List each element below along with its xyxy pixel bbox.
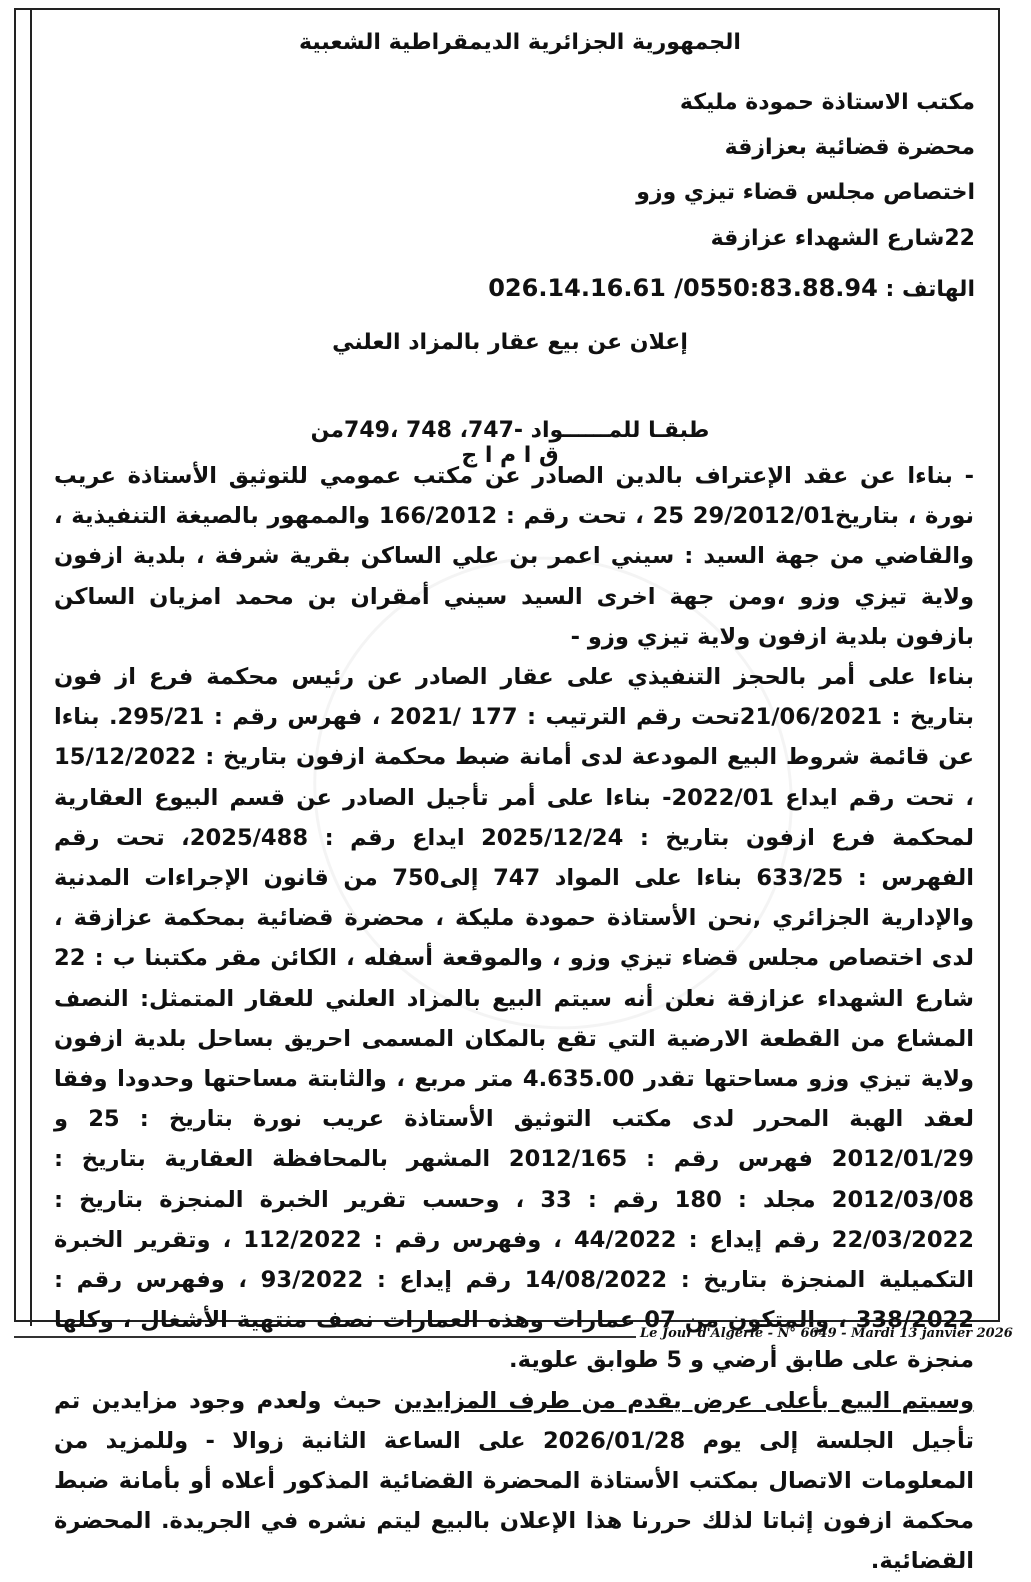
footer-rule <box>14 1336 636 1338</box>
paragraph-debt-acknowledgement: - بناءا عن عقد الإعتراف بالدين الصادر عن مكتب عمومي للتوثيق الأستاذة عريب نورة ، بتاريخ29/2012/01 25 ، تحت رقم : 166/2012 والممهور بالصيغة التنفيذية ، والقاضي من جهة السيد : سيني اعمر بن علي الساكن بقرية شرفة ، بلدية ازفون ولاية تيزي وزو ،ومن جهة اخرى السيد سيني أمقران بن محمد امزيان الساكن بازفون بلدية ازفون ولاية تيزي وزو - <box>54 463 974 650</box>
office-phone <box>488 274 975 302</box>
paragraph-sale-details: بناءا على أمر بالحجز التنفيذي على عقار الصادر عن رئيس محكمة فرع از فون بتاريخ : 21/06/2021تحت رقم الترتيب : 177 /2021 ، فهرس رقم : 295/21. بناءا عن قائمة شروط البيع المودعة لدى أمانة ضبط محكمة ازفون بتاريخ : 15/12/2022 ، تحت رقم ايداع 2022/01- بناءا على أمر تأجيل الصادر عن قسم البيوع العقارية لمحكمة فرع ازفون بتاريخ : 2025/12/24 ايداع رقم : 2025/488، تحت رقم الفهرس : 633/25 بناءا على المواد 747 إلى750 من قانون الإجراءات المدنية والإدارية الجزائري ,نحن الأستاذة حمودة مليكة ، محضرة قضائية بمحكمة عزازقة ، لدى اختصاص مجلس قضاء تيزي وزو ، والموقعة أسفله ، الكائن مقر مكتبنا ب : 22 شارع الشهداء عزازقة نعلن أنه سيتم البيع بالمزاد العلني للعقار المتمثل: النصف المشاع من القطعة الارضية التي تقع بالمكان المسمى احريق بساحل بلدية ازفون ولاية تيزي وزو مساحتها تقدر 4.635.00 متر مربع ، والثابتة مساحتها وحدودا وفقا لعقد الهبة المحرر لدى مكتب التوثيق الأستاذة عريب نورة بتاريخ : 25 و 2012/01/29 فهرس رقم : 2012/165 المشهر بالمحافظة العقارية بتاريخ : 2012/03/08 مجلد : 180 رقم : 33 ، وحسب تقرير الخبرة المنجزة بتاريخ : 22/03/2022 رقم إيداع : 44/2022 ، وفهرس رقم : 112/2022 ، وتقرير الخبرة التكميلية المنجزة بتاريخ : 14/08/2022 رقم إيداع : 93/2022 ، وفهرس رقم : 338/2022 ، والمتكون من 07 عمارات وهذه العمارات نصف منتهية الأشغال ، وكلها منجزة على طابق أرضي و 5 طوابق علوية. <box>54 664 975 1374</box>
left-rule <box>30 8 32 1326</box>
office-jurisdiction: اختصاص مجلس قضاء تيزي وزو <box>636 180 975 205</box>
office-address: 22شارع الشهداء عزازقة <box>710 226 975 251</box>
office-name: مكتب الاستاذة حمودة مليكة <box>679 90 975 115</box>
publication-footer: Le Jour d'Algérie - N° 6649 - Mardi 13 janvier 2026 <box>640 1326 1013 1341</box>
office-role: محضرة قضائية بعزازقة <box>724 135 975 160</box>
phone-value: 026.14.16.61 /0550:83.88.94 <box>488 274 878 302</box>
paragraph-closing <box>54 1381 974 1582</box>
legal-articles: طبقـا للمــــــواد -747، 748 ،749من ق ا م ا ج <box>310 418 710 468</box>
notice-body <box>54 456 974 1582</box>
highest-bid-clause: وسيتم البيع بأعلى عرض يقدم من طرف المزايدين <box>393 1387 974 1414</box>
republic-header: الجمهورية الجزائرية الديمقراطية الشعبية <box>299 30 741 55</box>
closing-text: حيث ولعدم وجود مزايدين تم تأجيل الجلسة إلى يوم 2026/01/28 على الساعة الثانية زوالا - وللمزيد من المعلومات الاتصال بمكتب الأستاذة المحضرة القضائية المذكور أعلاه أو بأمانة ضبط محكمة ازفون إثباتا لذلك حررنا هذا الإعلان بالبيع ليتم نشره في الجريدة. المحضرة القضائية. <box>54 1387 974 1575</box>
notice-title: إعلان عن بيع عقار بالمزاد العلني <box>332 330 688 355</box>
phone-label: الهاتف : <box>885 277 975 302</box>
